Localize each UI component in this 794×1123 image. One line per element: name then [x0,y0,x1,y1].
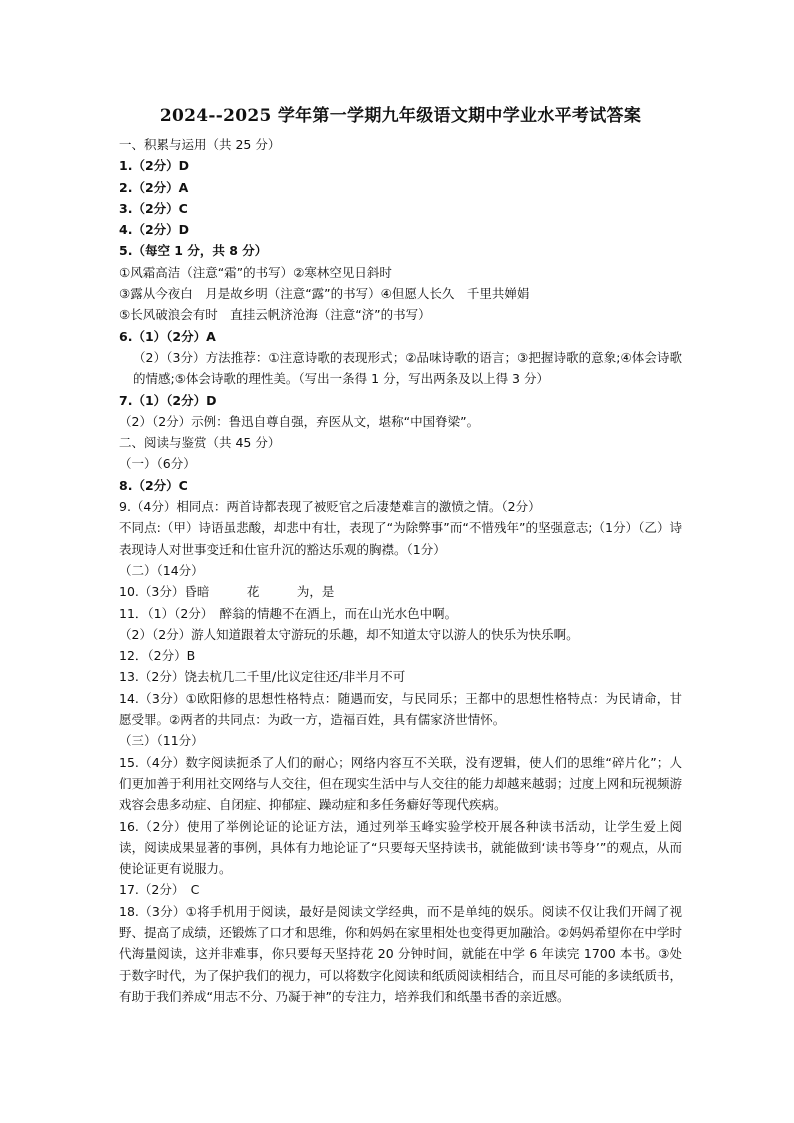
answer-line: 17.（2分） C [119,882,200,898]
section-heading: 二、阅读与鉴赏（共 45 分） [119,435,281,451]
answer-line: 12．（2分）B [119,648,196,664]
answer-line: 7.（1）（2分）D [119,392,217,408]
answer-paragraph: 16.（2分）使用了举例论证的论证方法，通过列举玉峰实验学校开展各种读书活动，让学生爱上阅读，阅读成果显著的事例，具体有力地论证了“只要每天坚持读书，就能做到‘读书等身’”的观点，从而使论证更有说服力。 [119,818,682,877]
answer-paragraph: 18.（3分）①将手机用于阅读，最好是阅读文学经典，而不是单纯的娱乐。阅读不仅让我们开阔了视野、提高了成绩，还锻炼了口才和思维，你和妈妈在家里相处也变得更加融洽。②妈妈希望你在中学时代海量阅读，这并非难事，你只要每天坚持花 20 分钟时间，就能在中学 6 年读完 1700 本书。③处于数字时代，为了保护我们的视力，可以将数字化阅读和纸质阅读相结合，而且尽可能的多读纸质书，有助于我们养成“用志不分、乃凝于神”的专注力，培养我们和纸墨书香的亲近感。 [119,903,682,1004]
answer-paragraph: 不同点:（甲）诗语虽悲酸，却悲中有壮，表现了“为除弊事”而“不惜残年”的坚强意志;（1分）（乙）诗表现诗人对世事变迁和仕宦升沉的豁达乐观的胸襟。（1分） [119,520,682,557]
subsection-heading: （一）（6分） [119,456,196,472]
section-heading: 一、积累与运用（共 25 分） [119,137,281,152]
answer-line: ①风霜高洁（注意“霜”的书写）②寒林空见日斜时 [119,264,392,280]
answer-line: 10.（3分）昏暗 花 为，是 [119,584,335,600]
answer-line: 4.（2分）D [119,222,190,238]
answer-line: （2）（2分）游人知道跟着太守游玩的乐趣，却不知道太守以游人的快乐为快乐啊。 [119,626,579,642]
document-title: 2024--2025 学年第一学期九年级语文期中学业水平考试答案 [159,106,642,126]
answer-line: 11．（1）（2分） 醉翁的情趣不在酒上，而在山光水色中啊。 [119,605,458,621]
subsection-heading: （三）（11分） [119,733,204,749]
answer-line: 6.（1）（2分）A [119,328,216,344]
answer-line: ③露从今夜白 月是故乡明（注意“露”的书写）④但愿人长久 千里共婵娟 [119,286,530,302]
answer-line: 5.（每空 1 分，共 8 分） [119,243,268,259]
answer-line: 1.（2分）D [119,158,190,174]
answer-line: ⑤长风破浪会有时 直挂云帆济沧海（注意“济”的书写） [119,307,431,323]
answer-line: 2.（2分）A [119,179,189,195]
answer-paragraph: 15.（4分）数字阅读扼杀了人们的耐心；网络内容互不关联，没有逻辑，使人们的思维“碎片化”；人们更加善于利用社交网络与人交往，但在现实生活中与人交往的能力却越来越弱；过度上网和玩视频游戏容会患多动症、自闭症、抑郁症、躁动症和多任务癖好等现代疾病。 [119,754,682,813]
answer-line: （2）（2分）示例：鲁迅自尊自强，弃医从文，堪称“中国脊梁”。 [119,413,480,429]
answer-line: 8.（2分）C [119,477,188,493]
answer-paragraph: （2）（3分）方法推荐：①注意诗歌的表现形式；②品味诗歌的语言；③把握诗歌的意象;④体会诗歌的情感;⑤体会诗歌的理性美。（写出一条得 1 分，写出两条及以上得 3 分） [133,349,682,387]
subsection-heading: （二）（14分） [119,562,204,578]
answer-line: 13.（2分）饶去杭几二千里/比议定往还/非半月不可 [119,669,406,685]
answer-line: 3.（2分）C [119,200,188,216]
answer-line: 9.（4分）相同点：两首诗都表现了被贬官之后凄楚难言的激愤之情。（2分） [119,499,541,515]
answer-paragraph: 14.（3分）①欧阳修的思想性格特点：随遇而安，与民同乐；王都中的思想性格特点：为民请命，甘愿受罪。②两者的共同点：为政一方，造福百姓，具有儒家济世情怀。 [119,690,682,728]
